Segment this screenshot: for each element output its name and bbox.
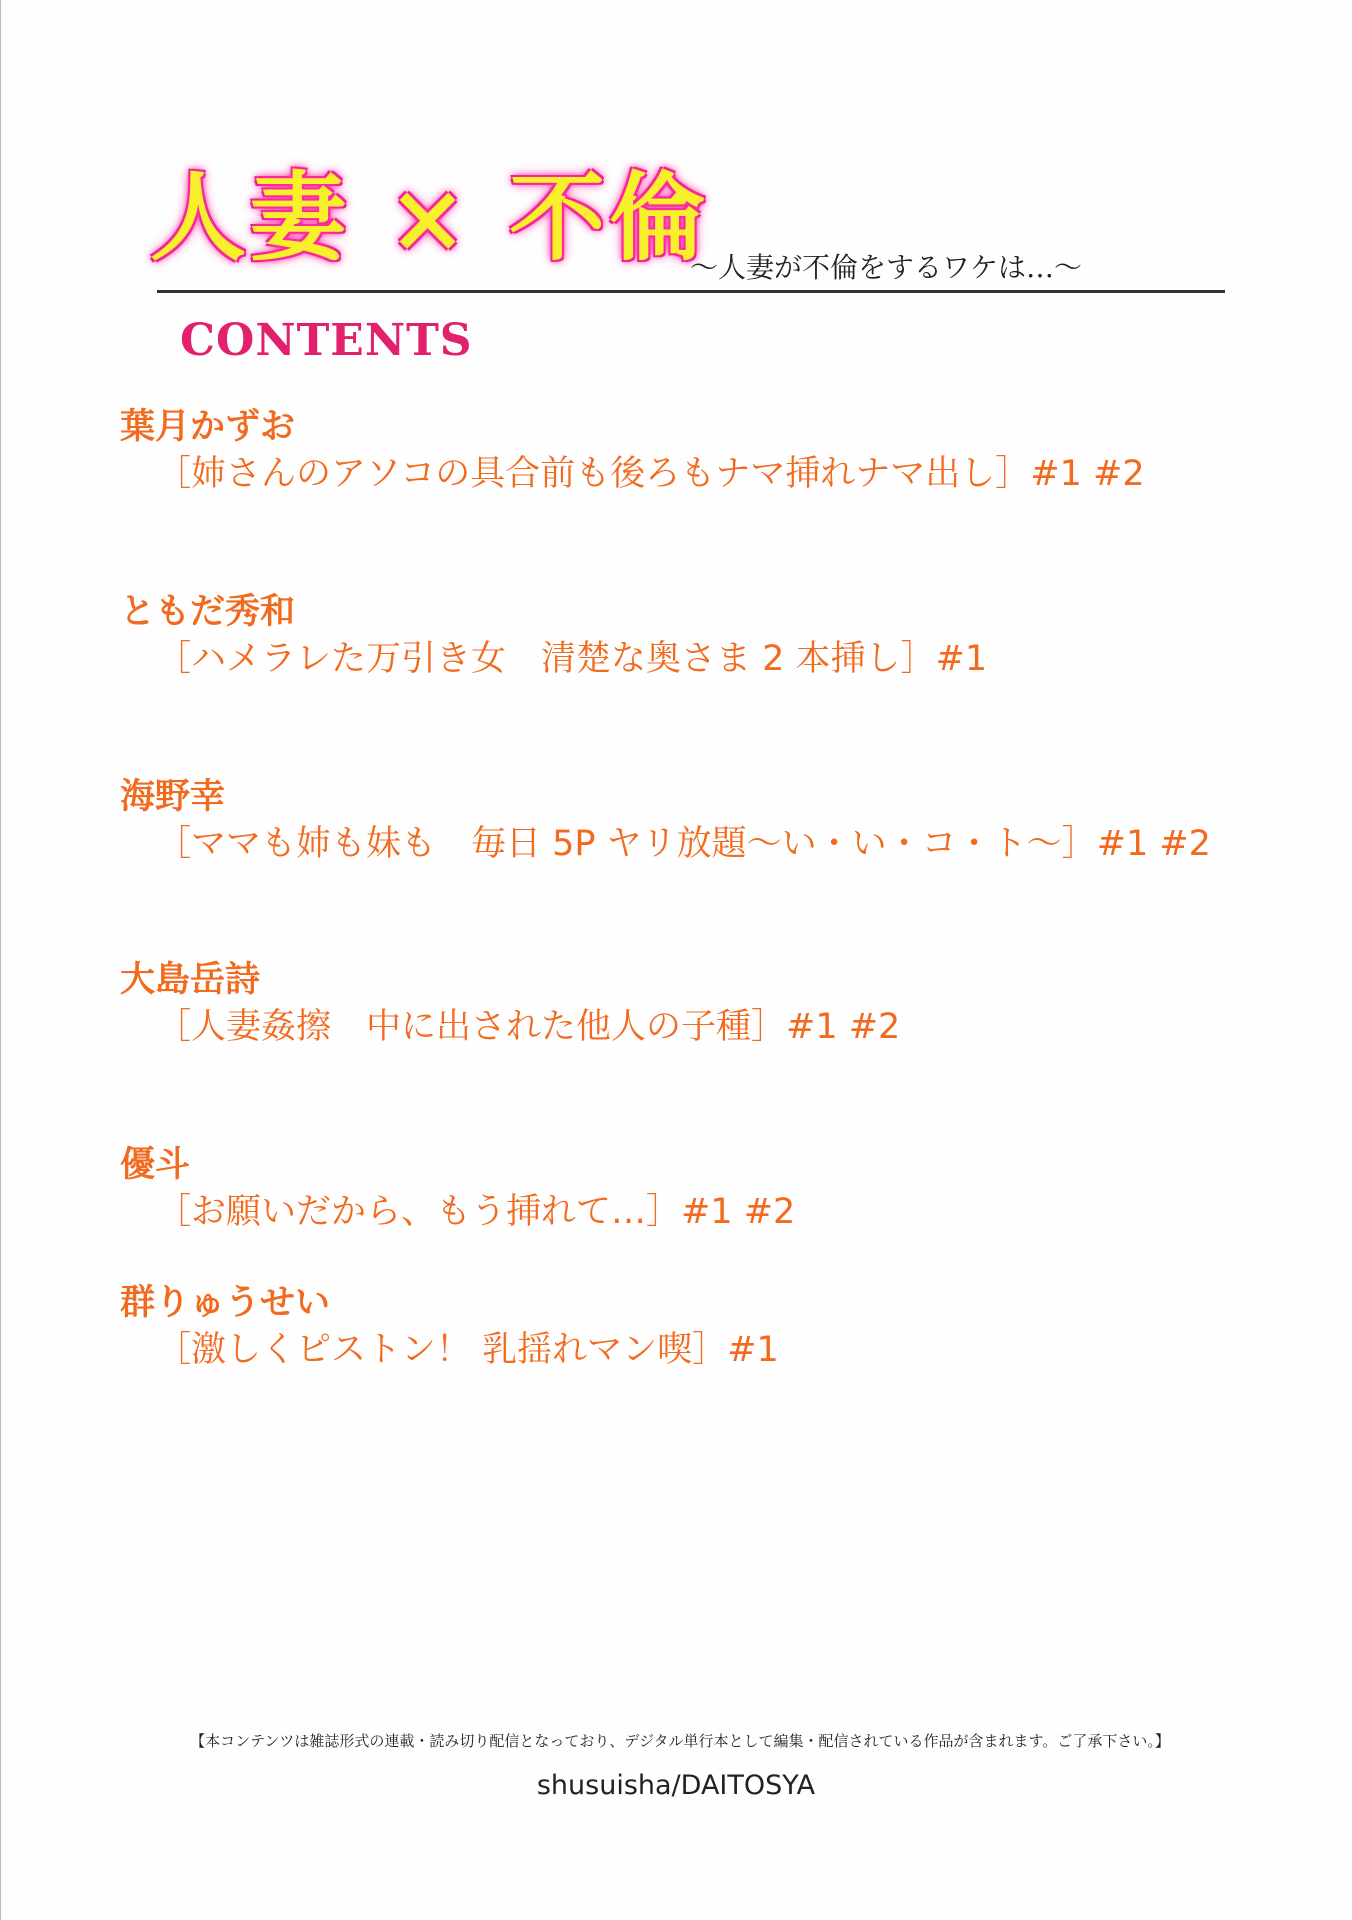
title-divider <box>157 290 1225 293</box>
entry-work: ［激しくピストン！ 乳揺れマン喫］#1 <box>156 1330 779 1370</box>
entry-author: 群りゅうせい <box>120 1283 331 1323</box>
list-item <box>120 592 988 679</box>
entry-work: ［ハメラレた万引き女 清楚な奥さま 2 本挿し］#1 <box>156 639 988 679</box>
page-subtitle: 〜人妻が不倫をするワケは…〜 <box>690 251 1083 284</box>
entry-work: ［姉さんのアソコの具合前も後ろもナマ挿れナマ出し］#1 #2 <box>156 454 1145 494</box>
list-item <box>120 777 1211 864</box>
entry-author: 海野幸 <box>120 777 226 817</box>
entry-work: ［ママも姉も妹も 毎日 5P ヤリ放題〜い・い・コ・ト〜］#1 #2 <box>156 824 1211 864</box>
contents-heading: CONTENTS <box>180 315 473 366</box>
entry-work: ［人妻姦擦 中に出された他人の子種］#1 #2 <box>156 1007 901 1047</box>
footer-notice: 【本コンテンツは雑誌形式の連載・読み切り配信となっており、デジタル単行本として編集・配信されている作品が含まれます。ご了承下さい。】 <box>190 1732 1170 1750</box>
list-item <box>120 1145 796 1232</box>
entry-author: 大島岳詩 <box>120 960 261 1000</box>
list-item <box>120 1283 779 1370</box>
list-item <box>120 960 901 1047</box>
entry-author: 優斗 <box>120 1145 191 1185</box>
entry-author: 葉月かずお <box>120 407 296 447</box>
page-title: 人妻 × 不倫 <box>150 161 710 274</box>
list-item <box>120 407 1145 494</box>
entry-work: ［お願いだから、もう挿れて…］#1 #2 <box>156 1192 796 1232</box>
page-edge <box>0 0 1 1920</box>
entry-author: ともだ秀和 <box>120 592 296 632</box>
title-block <box>150 161 710 274</box>
publisher-credit: shusuisha/DAITOSYA <box>536 1770 816 1801</box>
